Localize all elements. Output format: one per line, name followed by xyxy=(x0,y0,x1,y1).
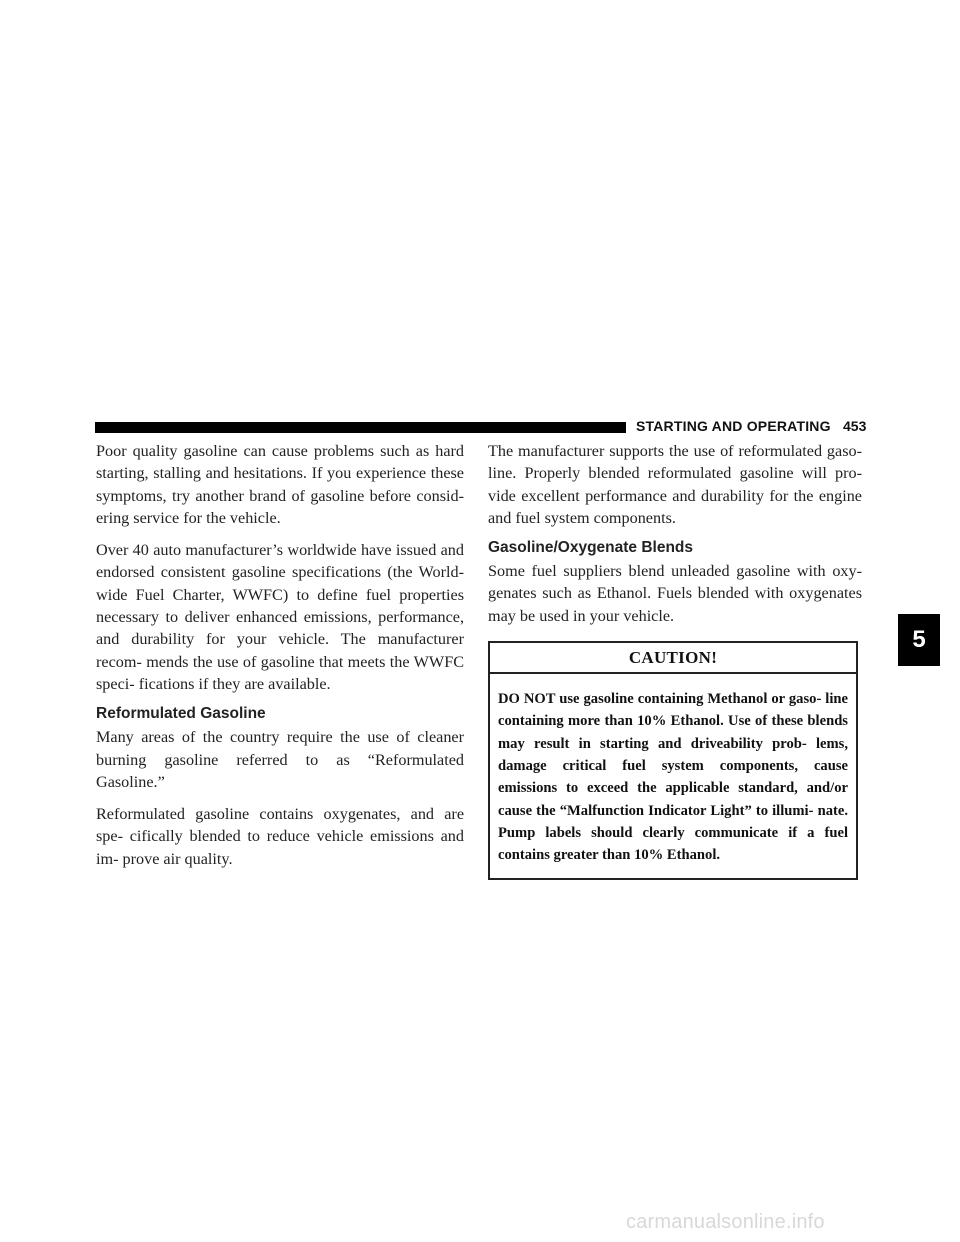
section-heading: Reformulated Gasoline xyxy=(96,705,266,723)
page-number: 453 xyxy=(843,418,867,434)
paragraph: Some fuel suppliers blend unleaded gasoline with oxy- genates such as Ethanol. Fuels blended with oxygenates may be used in your vehicle. xyxy=(488,562,862,625)
paragraph: Reformulated gasoline contains oxygenates, and are spe- cifically blended to reduce vehicle emissions and im- prove air quality. xyxy=(96,805,464,868)
left-column xyxy=(96,440,464,880)
paragraph: The manufacturer supports the use of reformulated gaso- line. Properly blended reformulated gasoline will pro- vide excellent performance and durability for the engine and fuel system components. xyxy=(488,442,862,527)
paragraph: Poor quality gasoline can cause problems such as hard starting, stalling and hesitations. If you experience these symptoms, try another brand of gasoline before consid- ering service for the vehicle. xyxy=(96,442,464,527)
caution-text: DO NOT use gasoline containing Methanol or gaso- line containing more than 10% Ethanol. Use of these blends may result in starting and driveability prob- lems, damage critical fuel system components, cause emissions to exceed the applicable standard, and/or cause the “Malfunction Indicator Light” to illumi- nate. Pump labels should clearly communicate if a fuel contains greater than 10% Ethanol. xyxy=(498,691,848,864)
paragraph: Many areas of the country require the use of cleaner burning gasoline referred to as “Reformulated Gasoline.” xyxy=(96,728,464,791)
watermark: carmanualsonline.info xyxy=(626,1211,825,1233)
paragraph: Over 40 auto manufacturer’s worldwide have issued and endorsed consistent gasoline specifications (the World- wide Fuel Charter, WWFC) to define fuel properties necessary to deliver enhanced emissions, performance, and durability for your vehicle. The manufacturer recom- mends the use of gasoline that meets the WWFC speci- fications if they are available. xyxy=(96,541,464,693)
right-column xyxy=(488,440,862,880)
section-title: STARTING AND OPERATING xyxy=(636,418,831,434)
caution-title: CAUTION! xyxy=(490,643,856,674)
header-rule xyxy=(95,422,626,433)
section-heading: Gasoline/Oxygenate Blends xyxy=(488,539,694,557)
chapter-tab: 5 xyxy=(898,614,940,666)
caution-box xyxy=(488,641,858,880)
